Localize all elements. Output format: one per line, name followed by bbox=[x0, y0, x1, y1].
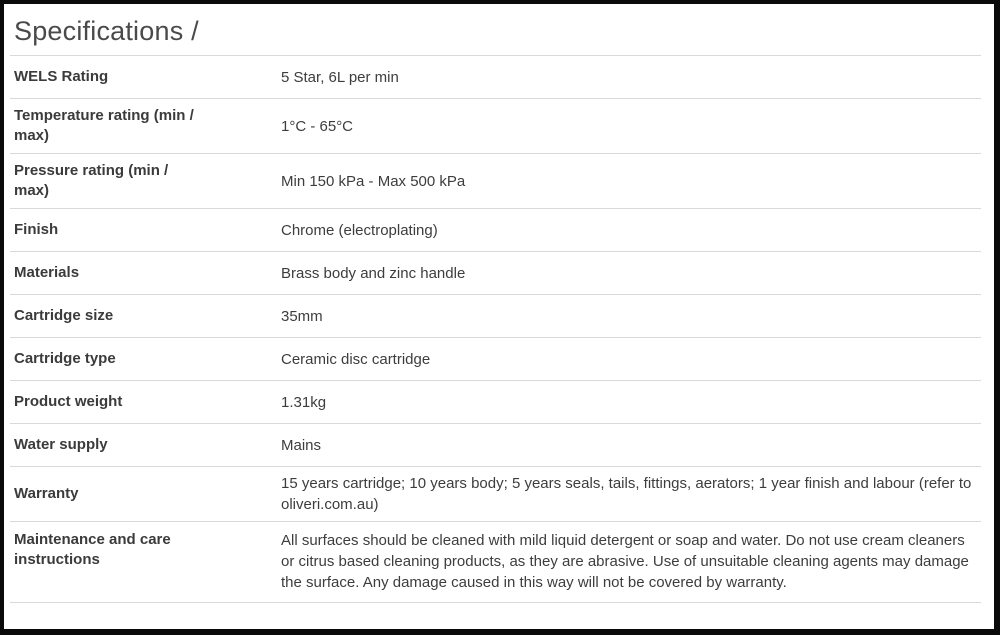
spec-label: Cartridge type bbox=[14, 349, 116, 367]
spec-value: 1.31kg bbox=[281, 393, 327, 411]
spec-label: Warranty bbox=[14, 484, 79, 502]
spec-value: All surfaces should be cleaned with mild liquid detergent or soap and water. Do not use cream cleaners or citrus based cleaning products, as they are abrasive. Use of unsuitable cleaning agents may damage the surface. Any damage caused in this way will not be covered by warranty. bbox=[281, 532, 969, 591]
spec-value: 5 Star, 6L per min bbox=[281, 68, 399, 86]
spec-label: WELS Rating bbox=[14, 67, 109, 85]
spec-value: Min 150 kPa - Max 500 kPa bbox=[281, 172, 466, 190]
spec-label: Temperature rating (min / max) bbox=[14, 106, 194, 144]
spec-value: 15 years cartridge; 10 years body; 5 years seals, tails, fittings, aerators; 1 year finish and labour (refer to oliveri.com.au) bbox=[281, 475, 972, 513]
spec-row-materials bbox=[10, 252, 981, 295]
spec-table bbox=[10, 56, 981, 603]
spec-value: Chrome (electroplating) bbox=[281, 221, 438, 239]
spec-label: Finish bbox=[14, 220, 59, 238]
page-title: Specifications / bbox=[14, 16, 199, 46]
spec-row-temperature-rating bbox=[10, 99, 981, 154]
spec-value: 35mm bbox=[281, 307, 323, 325]
section-header bbox=[10, 4, 981, 56]
spec-value: Ceramic disc cartridge bbox=[281, 350, 431, 368]
spec-row-finish bbox=[10, 209, 981, 252]
spec-label: Maintenance and care instructions bbox=[14, 531, 171, 569]
spec-value: Brass body and zinc handle bbox=[281, 264, 466, 282]
specifications-section bbox=[10, 4, 981, 603]
spec-row-maintenance-instructions bbox=[10, 522, 981, 603]
spec-value: 1°C - 65°C bbox=[281, 117, 354, 135]
spec-row-cartridge-type bbox=[10, 338, 981, 381]
spec-row-warranty bbox=[10, 467, 981, 522]
spec-row-pressure-rating bbox=[10, 154, 981, 209]
spec-row-product-weight bbox=[10, 381, 981, 424]
spec-label: Water supply bbox=[14, 435, 108, 453]
spec-label: Cartridge size bbox=[14, 306, 114, 324]
spec-label: Materials bbox=[14, 263, 80, 281]
spec-label: Pressure rating (min / max) bbox=[14, 161, 169, 199]
spec-label: Product weight bbox=[14, 392, 123, 410]
spec-row-cartridge-size bbox=[10, 295, 981, 338]
spec-row-water-supply bbox=[10, 424, 981, 467]
spec-row-wels-rating bbox=[10, 56, 981, 99]
spec-value: Mains bbox=[281, 436, 322, 454]
